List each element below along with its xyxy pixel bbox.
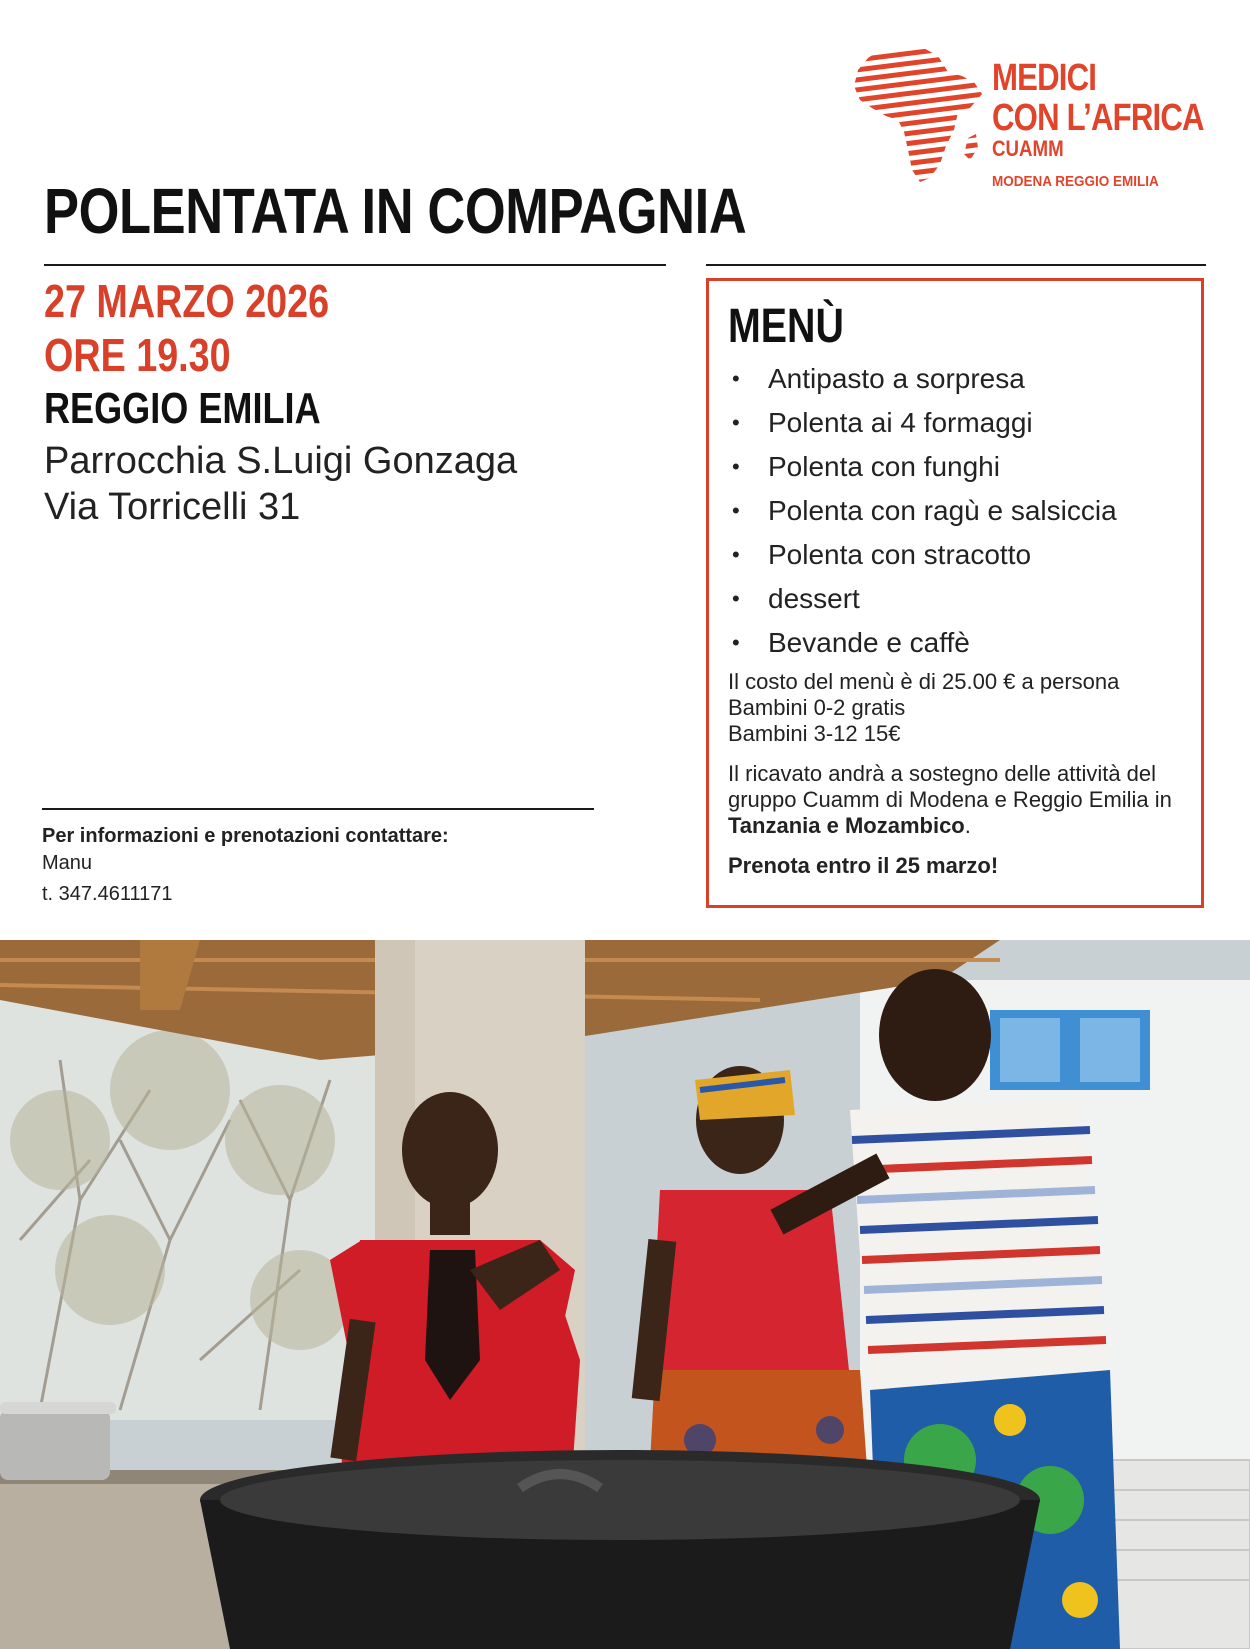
event-venue: Parrocchia S.Luigi Gonzaga	[44, 440, 518, 482]
menu-item: • Polenta ai 4 formaggi	[728, 401, 1117, 445]
divider-right	[706, 264, 1206, 266]
event-city: REGGIO EMILIA	[44, 384, 321, 433]
contact-phone: t. 347.4611171	[42, 883, 173, 905]
support-countries: Tanzania e Mozambico	[728, 813, 965, 838]
menu-item: • Polenta con stracotto	[728, 533, 1117, 577]
event-date: 27 MARZO 2026	[44, 275, 330, 327]
contact-block	[42, 823, 449, 908]
menu-box	[706, 278, 1204, 908]
africa-map-icon	[850, 42, 990, 187]
logo-line-2: CON L’AFRICA	[992, 97, 1204, 139]
divider-contact	[42, 808, 594, 810]
menu-support	[728, 761, 1191, 839]
menu-title: MENÙ	[728, 300, 844, 353]
menu-item: • dessert	[728, 577, 1117, 621]
menu-list	[728, 357, 1117, 665]
support-end: .	[964, 813, 971, 838]
menu-info	[728, 669, 1191, 879]
page-title: POLENTATA IN COMPAGNIA	[44, 175, 747, 247]
divider-left	[44, 264, 666, 266]
menu-item: • Antipasto a sorpresa	[728, 357, 1117, 401]
menu-kids-free: Bambini 0-2 gratis	[728, 695, 906, 720]
event-time: ORE 19.30	[44, 329, 231, 381]
menu-item: • Bevande e caffè	[728, 621, 1117, 665]
logo-line-3: CUAMM	[992, 136, 1064, 161]
menu-deadline: Prenota entro il 25 marzo!	[728, 853, 999, 878]
menu-item: • Polenta con ragù e salsiccia	[728, 489, 1117, 533]
photo-women-cooking	[0, 940, 1250, 1649]
menu-item: • Polenta con funghi	[728, 445, 1117, 489]
event-address: Via Torricelli 31	[44, 486, 301, 528]
logo-line-1: MEDICI	[992, 57, 1097, 99]
logo-line-4: MODENA REGGIO EMILIA	[992, 173, 1159, 190]
event-details	[44, 274, 517, 530]
contact-heading: Per informazioni e prenotazioni contattare:	[42, 825, 449, 847]
cuamm-logo	[850, 38, 1220, 188]
menu-kids-price: Bambini 3-12 15€	[728, 721, 901, 746]
menu-price: Il costo del menù è di 25.00 € a persona	[728, 669, 1120, 694]
support-text: Il ricavato andrà a sostegno delle attività del gruppo Cuamm di Modena e Reggio Emilia in	[728, 761, 1172, 812]
contact-name: Manu	[42, 852, 93, 874]
